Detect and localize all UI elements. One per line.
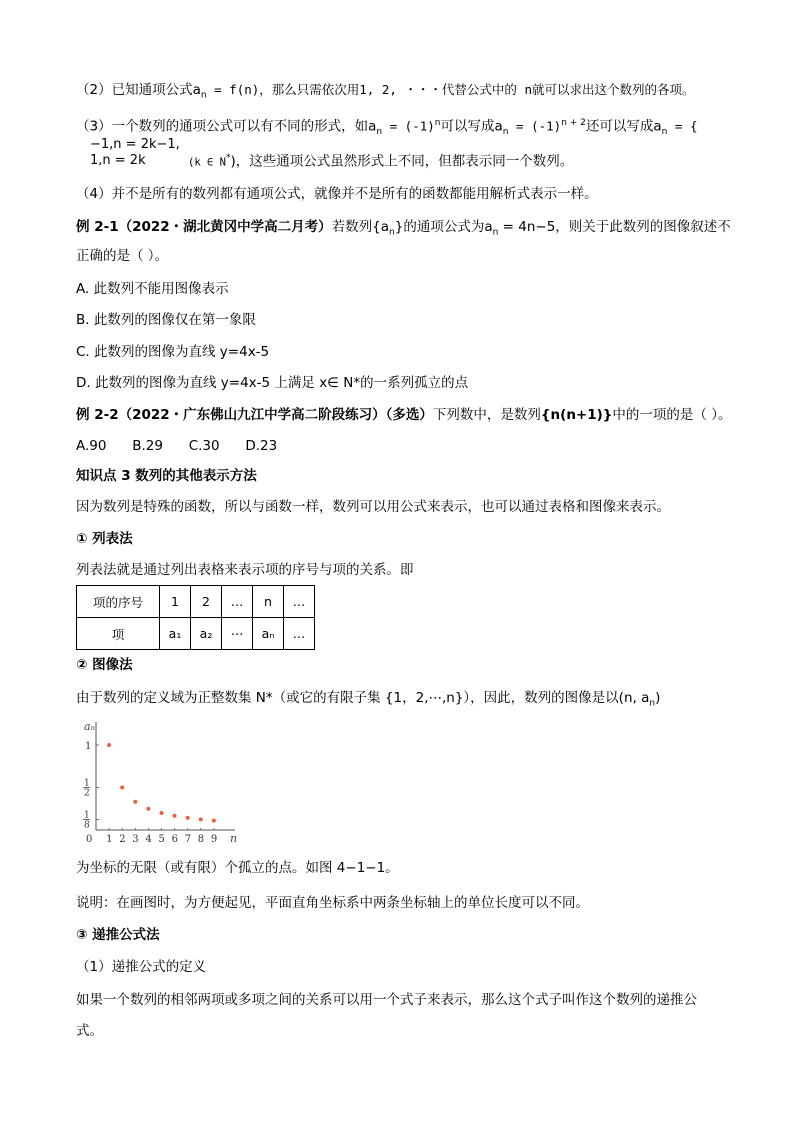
sequence-scatter-chart [76,718,246,846]
data-point [160,811,164,815]
note-text: 说明：在画图时，为方便起见，平面直角坐标系中两条坐标轴上的单位长度可以不同。 [76,895,589,911]
x-axis-label: n [230,832,238,845]
x-tick-label: 6 [171,834,178,845]
piecewise-case-2: 1,n = 2k [90,153,146,168]
option-a: A. 此数列不能用图像表示 [76,281,229,297]
table-cell: 项的序号 [77,586,160,618]
section-heading-kp3: 知识点 3 数列的其他表示方法 [76,468,257,484]
x-tick-label: 5 [158,834,165,845]
table-cell: 1 [160,586,191,618]
piecewise-case-1: −1,n = 2k−1, [90,137,180,152]
data-point [199,817,203,821]
example-2-1: 例 2-1（2022・湖北黄冈中学高二月考）若数列$\{a_n\}$的通项公式为$a_n = 4n-5$，则关于此数列的图像叙述不 [76,219,731,238]
table-cell: 项 [77,618,160,650]
method-1-heading: ① 列表法 [76,531,133,547]
option-d: D. 此数列的图像为直线 y=4x-5 上满足 x∈ N*的一系列孤立的点 [76,375,469,391]
y-tick-label-numerator: 1 [84,810,90,821]
example-2-1-line2: 正确的是（ ）。 [76,248,169,264]
data-point [186,816,190,820]
option-c: C. 此数列的图像为直线 y=4x-5 [76,344,270,360]
method-3-text: 如果一个数列的相邻两项或多项之间的关系可以用一个式子来表示，那么这个式子叫作这个数列的递推公 [76,992,697,1008]
data-point [133,800,137,804]
item-4: （4）并不是所有的数列都有通项公式，就像并不是所有的函数都能用解析式表示一样。 [76,186,598,202]
table-cell: n [253,586,284,618]
method-2-heading: ② 图像法 [76,657,133,673]
y-axis-label: aₙ [84,720,96,733]
table-cell: … [284,618,315,650]
method-3-heading: ③ 递推公式法 [76,927,160,943]
method-3-subheading: （1）递推公式的定义 [76,959,207,975]
sequence-table [76,585,315,650]
method-1-text: 列表法就是通过列出表格来表示项的序号与项的关系。即 [76,562,414,578]
item-3: （3）一个数列的通项公式可以有不同的形式，如$a_n = (-1)^n$可以写成$a_n = (-1)^{n + 2}$还可以写成$a_n$ = { [76,118,698,138]
table-cell: … [284,586,315,618]
table-row [77,586,315,618]
table-cell: aₙ [253,618,284,650]
x-tick-label: 1 [106,834,113,845]
data-point [173,814,177,818]
table-cell: ⋯ [222,618,253,650]
x-tick-label: 4 [145,834,152,845]
x-tick-label: 9 [210,834,218,845]
method-2-text-cont: 为坐标的无限（或有限）个孤立的点。如图 4−1−1。 [76,860,399,876]
x-tick-label: 2 [119,834,126,845]
x-tick-label: 8 [197,834,205,845]
kp3-intro: 因为数列是特殊的函数，所以与函数一样，数列可以用公式来表示，也可以通过表格和图像来表示。 [76,499,670,515]
data-point [107,743,111,747]
table-cell: a₁ [160,618,191,650]
y-tick-label-denominator: 8 [84,820,90,831]
table-cell: 2 [191,586,222,618]
method-3-text-cont: 式。 [76,1023,103,1039]
example-2-2: 例 2-2（2022・广东佛山九江中学高二阶段练习）（多选）下列数中，是数列{n(n+1)}中的一项的是（ ）。 [76,407,732,423]
x-tick-label: 0 [86,834,93,845]
y-tick-label-numerator: 1 [84,778,90,789]
table-cell: a₂ [191,618,222,650]
x-tick-label: 3 [132,834,139,845]
x-tick-label: 7 [184,834,192,845]
item-2: （2）已知通项公式$a_n = f(n)$，那么只需依次用1, 2, ・・・代替公式中的 n就可以求出这个数列的各项。 [76,82,695,101]
data-point [120,786,124,790]
item-3-cont: (k ∈ N*)，这些通项公式虽然形式上不同，但都表示同一个数列。 [188,153,574,170]
table-cell: … [222,586,253,618]
table-row [77,618,315,650]
example-2-2-options: A.90 B.29 C.30 D.23 [76,438,278,454]
y-tick-label: 1 [85,741,92,752]
option-b: B. 此数列的图像仅在第一象限 [76,312,256,328]
data-point [146,807,150,811]
data-point [212,819,216,823]
y-tick-label-denominator: 2 [84,788,90,799]
method-2-text: 由于数列的定义域为正整数集 N*（或它的有限子集 {1，2,⋯,n}），因此，数列的图像是以(n, $a_n$) [76,690,661,709]
